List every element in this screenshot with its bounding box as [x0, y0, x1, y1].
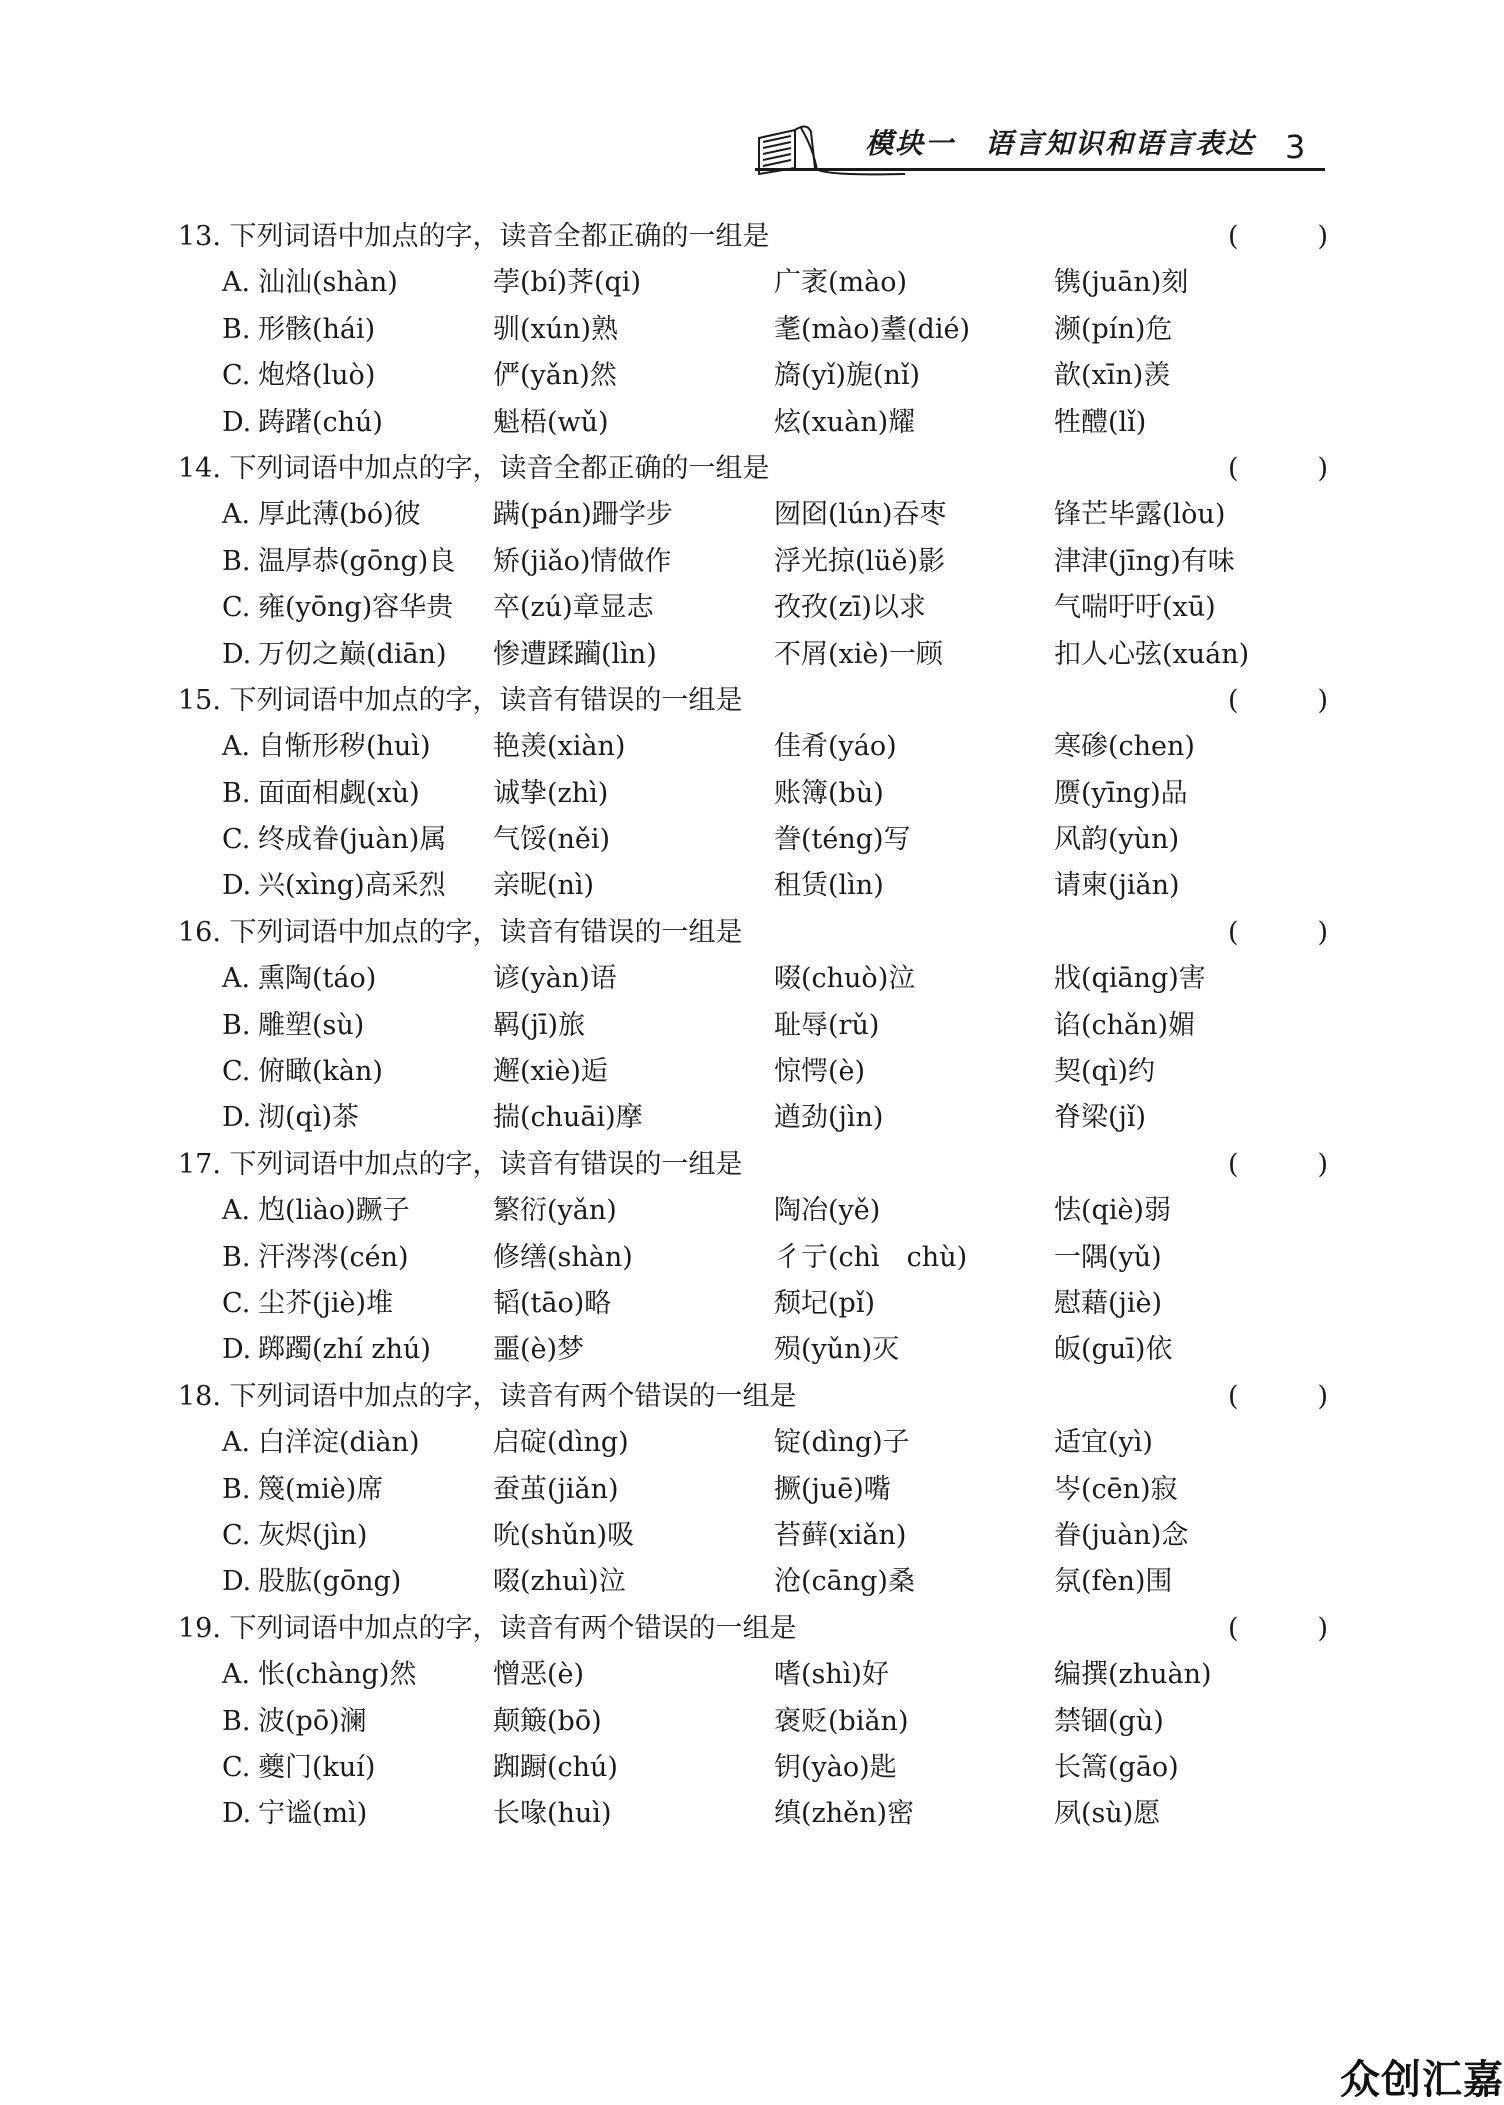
option-label: B.: [222, 313, 251, 345]
option-row: [178, 400, 1328, 446]
option-item: 俨(yǎn)然: [493, 360, 617, 392]
option-item: 陶冶(yě): [774, 1195, 881, 1227]
option-row: [178, 1420, 1328, 1466]
option-item: 雍(yōng)容华贵: [258, 592, 454, 624]
option-item: 氛(fèn)围: [1054, 1566, 1173, 1598]
option-row: [178, 539, 1328, 585]
option-item: 气馁(něi): [493, 824, 611, 856]
option-item: 岑(cēn)寂: [1054, 1473, 1178, 1505]
option-item: 镌(juān)刻: [1054, 267, 1189, 299]
option-item: 篾(miè)席: [258, 1473, 384, 1505]
option-label: B.: [222, 1009, 251, 1041]
option-label: B.: [222, 1241, 251, 1273]
option-label: B.: [222, 1473, 251, 1505]
option-row: [178, 353, 1328, 399]
question-list: [178, 214, 1328, 1838]
answer-paren: ( ): [1228, 1380, 1328, 1412]
option-row: [178, 1281, 1328, 1327]
option-item: 契(qì)约: [1054, 1056, 1155, 1088]
option-item: 踯躅(zhí zhú): [258, 1334, 431, 1366]
stem-text: 17. 下列词语中加点的字，读音有错误的一组是: [178, 1148, 743, 1180]
option-item: 汕汕(shàn): [258, 267, 398, 299]
option-row: [178, 1791, 1328, 1837]
option-item: 厚此薄(bó)彼: [258, 499, 421, 531]
option-item: 不屑(xiè)一顾: [774, 638, 943, 670]
option-item: 温厚恭(gōng)良: [258, 545, 456, 577]
option-item: 彳亍(chì chù): [774, 1241, 968, 1273]
option-item: 租赁(lìn): [774, 870, 884, 902]
option-item: 长喙(huì): [493, 1798, 612, 1830]
option-item: 炮烙(luò): [258, 360, 376, 392]
option-item: 啜(zhuì)泣: [493, 1566, 626, 1598]
option-item: 夔门(kuí): [258, 1751, 376, 1783]
option-item: 啜(chuò)泣: [774, 963, 916, 995]
option-item: 踌躇(chú): [258, 406, 383, 438]
option-label: C.: [222, 824, 251, 856]
option-item: 囫囵(lún)吞枣: [774, 499, 947, 531]
option-label: A.: [222, 963, 251, 995]
page-number: 3: [1285, 128, 1306, 166]
option-item: 雕塑(sù): [258, 1009, 365, 1041]
option-item: 汗涔涔(cén): [258, 1241, 409, 1273]
question-stem: [178, 1142, 1328, 1188]
option-row: [178, 1188, 1328, 1234]
option-item: 慰藉(jiè): [1054, 1287, 1163, 1319]
question-stem: [178, 678, 1328, 724]
option-item: 编撰(zhuàn): [1054, 1659, 1212, 1691]
option-item: 股肱(gōng): [258, 1566, 402, 1598]
option-item: 俯瞰(kàn): [258, 1056, 383, 1088]
option-item: 旖(yǐ)旎(nǐ): [774, 360, 921, 392]
question-stem: [178, 446, 1328, 492]
option-item: 谚(yàn)语: [493, 963, 617, 995]
option-label: C.: [222, 360, 251, 392]
option-item: 濒(pín)危: [1054, 313, 1173, 345]
option-item: 面面相觑(xù): [258, 777, 420, 809]
option-item: 诚挚(zhì): [493, 777, 609, 809]
option-item: 广袤(mào): [774, 267, 908, 299]
option-label: D.: [222, 638, 252, 670]
option-label: B.: [222, 777, 251, 809]
option-item: 惨遭蹂躏(lìn): [493, 638, 657, 670]
question-14: [178, 446, 1328, 678]
option-label: B.: [222, 1705, 251, 1737]
option-row: [178, 1745, 1328, 1791]
option-item: 尘芥(jiè)堆: [258, 1287, 394, 1319]
option-item: 白洋淀(diàn): [258, 1427, 420, 1459]
option-item: 耻辱(rǔ): [774, 1009, 880, 1041]
option-label: B.: [222, 545, 251, 577]
option-item: 波(pō)澜: [258, 1705, 367, 1737]
option-row: [178, 863, 1328, 909]
option-item: 修缮(shàn): [493, 1241, 633, 1273]
option-label: D.: [222, 1798, 252, 1830]
question-stem: [178, 1606, 1328, 1652]
option-item: 谄(chǎn)媚: [1054, 1009, 1196, 1041]
option-item: 浮光掠(lüě)影: [774, 545, 946, 577]
option-row: [178, 1513, 1328, 1559]
running-header: [755, 86, 1325, 176]
option-label: A.: [222, 1427, 251, 1459]
option-item: 耄(mào)耋(dié): [774, 313, 970, 345]
option-item: 扣人心弦(xuán): [1054, 638, 1250, 670]
option-row: [178, 1467, 1328, 1513]
question-13: [178, 214, 1328, 446]
option-item: 憎恶(è): [493, 1659, 585, 1691]
option-label: C.: [222, 1519, 251, 1551]
option-item: 禁锢(gù): [1054, 1705, 1164, 1737]
answer-paren: ( ): [1228, 1612, 1328, 1644]
header-rule: [755, 168, 1325, 171]
question-16: [178, 910, 1328, 1142]
stem-text: 19. 下列词语中加点的字，读音有两个错误的一组是: [178, 1612, 797, 1644]
option-label: A.: [222, 1195, 251, 1227]
option-item: 遒劲(jìn): [774, 1102, 884, 1134]
option-label: D.: [222, 1566, 252, 1598]
answer-paren: ( ): [1228, 684, 1328, 716]
option-item: 沏(qì)茶: [258, 1102, 359, 1134]
option-row: [178, 1327, 1328, 1373]
option-label: D.: [222, 406, 252, 438]
option-item: 颠簸(bō): [493, 1705, 602, 1737]
option-item: 眷(juàn)念: [1054, 1519, 1189, 1551]
option-item: 万仞之巅(diān): [258, 638, 447, 670]
stem-text: 18. 下列词语中加点的字，读音有两个错误的一组是: [178, 1380, 797, 1412]
option-item: 踟蹰(chú): [493, 1751, 618, 1783]
option-item: 锭(dìng)子: [774, 1427, 910, 1459]
option-item: 揣(chuāi)摩: [493, 1102, 643, 1134]
option-item: 戕(qiāng)害: [1054, 963, 1206, 995]
option-item: 皈(guī)依: [1054, 1334, 1173, 1366]
option-label: C.: [222, 1287, 251, 1319]
option-item: 荸(bí)荠(qi): [493, 267, 641, 299]
option-item: 缜(zhěn)密: [774, 1798, 915, 1830]
option-item: 艳羡(xiàn): [493, 731, 626, 763]
option-label: D.: [222, 1102, 252, 1134]
watermark: 众创汇嘉: [1340, 2057, 1504, 2103]
option-row: [178, 492, 1328, 538]
header-title: 模块一 语言知识和语言表达: [865, 127, 1256, 160]
question-17: [178, 1142, 1328, 1374]
option-item: 适宜(yì): [1054, 1427, 1153, 1459]
option-item: 兴(xìng)高采烈: [258, 870, 446, 902]
option-item: 韬(tāo)略: [493, 1287, 612, 1319]
option-item: 津津(jīng)有味: [1054, 545, 1235, 577]
option-row: [178, 1699, 1328, 1745]
option-row: [178, 585, 1328, 631]
option-item: 矫(jiǎo)情做作: [493, 545, 672, 577]
option-label: A.: [222, 267, 251, 299]
option-item: 魁梧(wǔ): [493, 406, 609, 438]
option-item: 怅(chàng)然: [258, 1659, 417, 1691]
option-row: [178, 632, 1328, 678]
question-stem: [178, 214, 1328, 260]
option-row: [178, 260, 1328, 306]
option-item: 驯(xún)熟: [493, 313, 619, 345]
option-item: 脊梁(jǐ): [1054, 1102, 1147, 1134]
option-item: 尥(liào)蹶子: [258, 1195, 410, 1227]
option-row: [178, 1003, 1328, 1049]
option-row: [178, 1652, 1328, 1698]
option-item: 殒(yǔn)灭: [774, 1334, 900, 1366]
option-label: D.: [222, 1334, 252, 1366]
stem-text: 15. 下列词语中加点的字，读音有错误的一组是: [178, 684, 743, 716]
question-18: [178, 1374, 1328, 1606]
option-item: 沧(cāng)桑: [774, 1566, 915, 1598]
option-label: C.: [222, 1751, 251, 1783]
option-item: 嗜(shì)好: [774, 1659, 889, 1691]
option-row: [178, 1235, 1328, 1281]
option-item: 吮(shǔn)吸: [493, 1519, 635, 1551]
option-label: A.: [222, 731, 251, 763]
option-row: [178, 1559, 1328, 1605]
option-item: 苔藓(xiǎn): [774, 1519, 907, 1551]
option-item: 撅(juē)嘴: [774, 1473, 891, 1505]
option-item: 一隅(yǔ): [1054, 1241, 1162, 1273]
option-row: [178, 307, 1328, 353]
option-item: 惊愕(è): [774, 1056, 866, 1088]
stem-text: 14. 下列词语中加点的字，读音全都正确的一组是: [178, 452, 770, 484]
option-item: 寒碜(chen): [1054, 731, 1195, 763]
stem-text: 16. 下列词语中加点的字，读音有错误的一组是: [178, 916, 743, 948]
option-item: 牲醴(lǐ): [1054, 406, 1147, 438]
option-item: 邂(xiè)逅: [493, 1056, 608, 1088]
question-19: [178, 1606, 1328, 1838]
option-row: [178, 1095, 1328, 1141]
option-label: C.: [222, 592, 251, 624]
option-item: 请柬(jiǎn): [1054, 870, 1180, 902]
option-item: 蹒(pán)跚学步: [493, 499, 673, 531]
option-item: 锋芒毕露(lòu): [1054, 499, 1226, 531]
option-item: 长篙(gāo): [1054, 1751, 1179, 1783]
option-row: [178, 1049, 1328, 1095]
option-row: [178, 724, 1328, 770]
option-item: 赝(yīng)品: [1054, 777, 1188, 809]
option-item: 钥(yào)匙: [774, 1751, 897, 1783]
option-item: 气喘吁吁(xū): [1054, 592, 1216, 624]
answer-paren: ( ): [1228, 452, 1328, 484]
option-item: 宁谧(mì): [258, 1798, 368, 1830]
option-item: 账簿(bù): [774, 777, 884, 809]
option-item: 誊(téng)写: [774, 824, 911, 856]
option-row: [178, 817, 1328, 863]
question-stem: [178, 1374, 1328, 1420]
option-item: 终成眷(juàn)属: [258, 824, 447, 856]
option-row: [178, 771, 1328, 817]
option-item: 噩(è)梦: [493, 1334, 585, 1366]
option-row: [178, 956, 1328, 1002]
question-stem: [178, 910, 1328, 956]
option-item: 启碇(dìng): [493, 1427, 629, 1459]
answer-paren: ( ): [1228, 1148, 1328, 1180]
option-item: 佳肴(yáo): [774, 731, 897, 763]
option-item: 蚕茧(jiǎn): [493, 1473, 619, 1505]
question-15: [178, 678, 1328, 910]
option-label: C.: [222, 1056, 251, 1088]
option-item: 繁衍(yǎn): [493, 1195, 617, 1227]
option-item: 褒贬(biǎn): [774, 1705, 909, 1737]
option-item: 熏陶(táo): [258, 963, 377, 995]
option-item: 风韵(yùn): [1054, 824, 1180, 856]
answer-paren: ( ): [1228, 221, 1328, 252]
option-item: 灰烬(jìn): [258, 1519, 368, 1551]
option-label: A.: [222, 499, 251, 531]
option-item: 自惭形秽(huì): [258, 731, 431, 763]
option-item: 怯(qiè)弱: [1054, 1195, 1171, 1227]
stem-text: 13. 下列词语中加点的字，读音全都正确的一组是: [178, 221, 770, 252]
option-item: 孜孜(zī)以求: [774, 592, 926, 624]
option-item: 炫(xuàn)耀: [774, 406, 916, 438]
option-label: A.: [222, 1659, 251, 1691]
option-item: 形骸(hái): [258, 313, 376, 345]
option-item: 亲昵(nì): [493, 870, 595, 902]
option-item: 卒(zú)章显志: [493, 592, 654, 624]
option-item: 歆(xīn)羡: [1054, 360, 1171, 392]
option-item: 颓圮(pǐ): [774, 1287, 875, 1319]
option-item: 羁(jī)旅: [493, 1009, 586, 1041]
option-item: 夙(sù)愿: [1054, 1798, 1161, 1830]
answer-paren: ( ): [1228, 916, 1328, 948]
option-label: D.: [222, 870, 252, 902]
